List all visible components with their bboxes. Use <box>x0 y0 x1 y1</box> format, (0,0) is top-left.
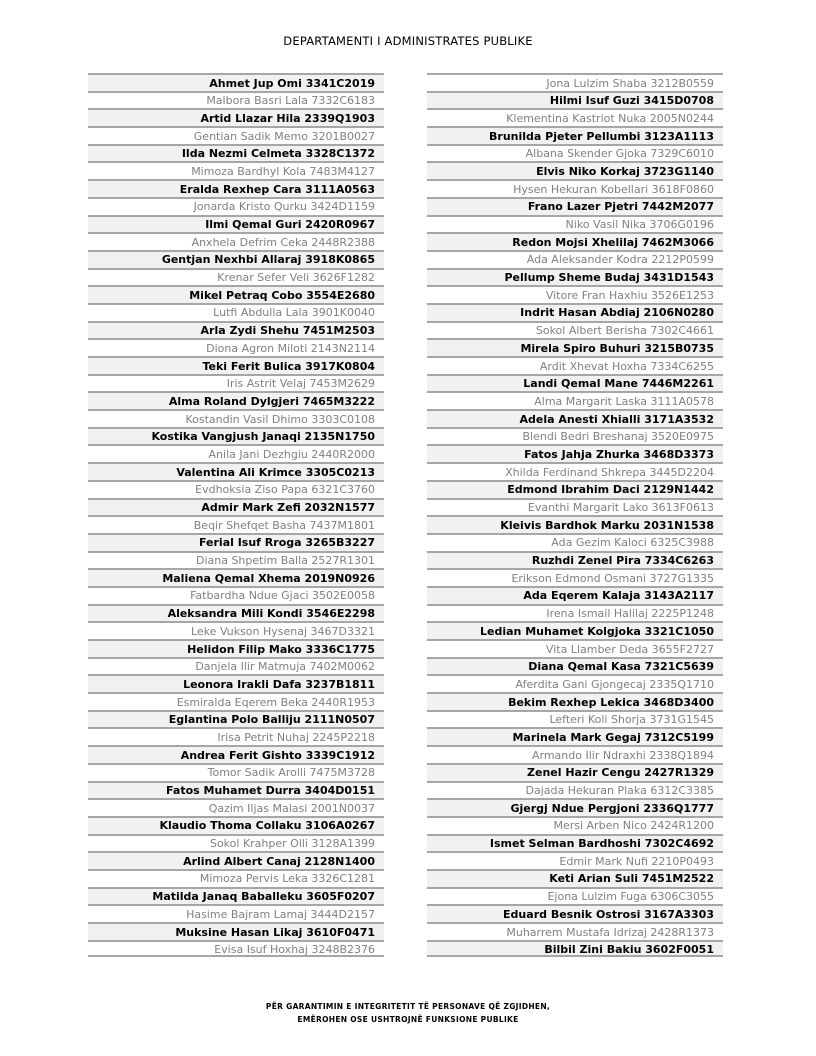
list-item: Erikson Edmond Osmani 3727G1335 <box>427 568 723 586</box>
list-item: Arla Zydi Shehu 7451M2503 <box>88 321 384 339</box>
footer-note <box>0 1000 816 1026</box>
list-item: Hasime Bajram Lamaj 3444D2157 <box>88 904 384 922</box>
list-item: Elvis Niko Korkaj 3723G1140 <box>427 161 723 179</box>
list-item: Brunilda Pjeter Pellumbi 3123A1113 <box>427 126 723 144</box>
list-item: Ilda Nezmi Celmeta 3328C1372 <box>88 144 384 162</box>
list-item: Ismet Selman Bardhoshi 7302C4692 <box>427 834 723 852</box>
list-item: Ledian Muhamet Kolgjoka 3321C1050 <box>427 621 723 639</box>
list-item: Marinela Mark Gegaj 7312C5199 <box>427 727 723 745</box>
list-item: Evanthi Margarit Lako 3613F0613 <box>427 498 723 516</box>
list-item: Danjela Ilir Matmuja 7402M0062 <box>88 657 384 675</box>
list-item: Muharrem Mustafa Idrizaj 2428R1373 <box>427 922 723 940</box>
list-item: Ada Aleksander Kodra 2212P0599 <box>427 250 723 268</box>
list-item: Diona Agron Miloti 2143N2114 <box>88 338 384 356</box>
list-item: Ruzhdi Zenel Pira 7334C6263 <box>427 551 723 569</box>
list-item: Mimoza Bardhyl Kola 7483M4127 <box>88 161 384 179</box>
list-item: Irisa Petrit Nuhaj 2245P2218 <box>88 727 384 745</box>
list-item: Kleivis Bardhok Marku 2031N1538 <box>427 515 723 533</box>
list-item: Teki Ferit Bulica 3917K0804 <box>88 356 384 374</box>
list-item: Valentina Ali Krimce 3305C0213 <box>88 462 384 480</box>
list-item: Mirela Spiro Buhuri 3215B0735 <box>427 338 723 356</box>
list-item: Arlind Albert Canaj 2128N1400 <box>88 851 384 869</box>
list-item: Alma Margarit Laska 3111A0578 <box>427 391 723 409</box>
list-item: Mersi Arben Nico 2424R1200 <box>427 816 723 834</box>
list-item: Anila Jani Dezhgiu 2440R2000 <box>88 444 384 462</box>
list-item: Vita Llamber Deda 3655F2727 <box>427 639 723 657</box>
list-item: Ada Gezim Kaloci 6325C3988 <box>427 533 723 551</box>
list-item: Matilda Janaq Baballeku 3605F0207 <box>88 887 384 905</box>
list-item: Leonora Irakli Dafa 3237B1811 <box>88 674 384 692</box>
list-item: Tomor Sadik Arolli 7475M3728 <box>88 763 384 781</box>
list-item: Ferial Isuf Rroga 3265B3227 <box>88 533 384 551</box>
list-item: Diana Qemal Kasa 7321C5639 <box>427 657 723 675</box>
list-item: Niko Vasil Nika 3706G0196 <box>427 215 723 233</box>
list-item: Klementina Kastriot Nuka 2005N0244 <box>427 108 723 126</box>
footer-line-2: EMËROHEN OSE USHTROJNË FUNKSIONE PUBLIKE <box>297 1015 519 1024</box>
list-item: Redon Mojsi Xhelilaj 7462M3066 <box>427 232 723 250</box>
list-item: Vitore Fran Haxhiu 3526E1253 <box>427 285 723 303</box>
list-item: Artid Llazar Hila 2339Q1903 <box>88 108 384 126</box>
list-item: Hilmi Isuf Guzi 3415D0708 <box>427 91 723 109</box>
list-item: Armando Ilir Ndraxhi 2338Q1894 <box>427 745 723 763</box>
list-item: Gentjan Nexhbi Allaraj 3918K0865 <box>88 250 384 268</box>
list-item: Jona Lulzim Shaba 3212B0559 <box>427 73 723 91</box>
list-item: Eglantina Polo Balliju 2111N0507 <box>88 710 384 728</box>
roster-column-left <box>88 73 384 957</box>
list-item: Fatos Muhamet Durra 3404D0151 <box>88 781 384 799</box>
list-item: Kostika Vangjush Janaqi 2135N1750 <box>88 427 384 445</box>
list-item: Esmiralda Eqerem Beka 2440R1953 <box>88 692 384 710</box>
list-item: Edmir Mark Nufi 2210P0493 <box>427 851 723 869</box>
list-item: Albana Skender Gjoka 7329C6010 <box>427 144 723 162</box>
list-item: Bilbil Zini Bakiu 3602F0051 <box>427 940 723 958</box>
list-item: Maliena Qemal Xhema 2019N0926 <box>88 568 384 586</box>
list-item: Pellump Sheme Budaj 3431D1543 <box>427 268 723 286</box>
list-item: Aferdita Gani Gjongecaj 2335Q1710 <box>427 674 723 692</box>
list-item: Beqir Shefqet Basha 7437M1801 <box>88 515 384 533</box>
list-item: Evisa Isuf Hoxhaj 3248B2376 <box>88 940 384 958</box>
list-item: Gjergj Ndue Pergjoni 2336Q1777 <box>427 798 723 816</box>
list-item: Ada Eqerem Kalaja 3143A2117 <box>427 586 723 604</box>
list-item: Dajada Hekuran Plaka 6312C3385 <box>427 781 723 799</box>
list-item: Xhilda Ferdinand Shkrepa 3445D2204 <box>427 462 723 480</box>
list-item: Eralda Rexhep Cara 3111A0563 <box>88 179 384 197</box>
list-item: Hysen Hekuran Kobellari 3618F0860 <box>427 179 723 197</box>
list-item: Klaudio Thoma Collaku 3106A0267 <box>88 816 384 834</box>
list-item: Gentian Sadik Memo 3201B0027 <box>88 126 384 144</box>
list-item: Admir Mark Zefi 2032N1577 <box>88 498 384 516</box>
list-item: Fatos Jahja Zhurka 3468D3373 <box>427 444 723 462</box>
list-item: Blendi Bedri Breshanaj 3520E0975 <box>427 427 723 445</box>
list-item: Bekim Rexhep Lekica 3468D3400 <box>427 692 723 710</box>
roster-column-right <box>427 73 723 957</box>
list-item: Edmond Ibrahim Daci 2129N1442 <box>427 480 723 498</box>
list-item: Mimoza Pervis Leka 3326C1281 <box>88 869 384 887</box>
list-item: Lutfi Abdulla Lala 3901K0040 <box>88 303 384 321</box>
list-item: Frano Lazer Pjetri 7442M2077 <box>427 197 723 215</box>
list-item: Ahmet Jup Omi 3341C2019 <box>88 73 384 91</box>
list-item: Jonarda Kristo Qurku 3424D1159 <box>88 197 384 215</box>
list-item: Adela Anesti Xhialli 3171A3532 <box>427 409 723 427</box>
list-item: Diana Shpetim Balla 2527R1301 <box>88 551 384 569</box>
list-item: Zenel Hazir Cengu 2427R1329 <box>427 763 723 781</box>
list-item: Ardit Xhevat Hoxha 7334C6255 <box>427 356 723 374</box>
list-item: Helidon Filip Mako 3336C1775 <box>88 639 384 657</box>
list-item: Lefteri Koli Shorja 3731G1545 <box>427 710 723 728</box>
list-item: Qazim Iljas Malasi 2001N0037 <box>88 798 384 816</box>
list-item: Kostandin Vasil Dhimo 3303C0108 <box>88 409 384 427</box>
list-item: Muksine Hasan Likaj 3610F0471 <box>88 922 384 940</box>
list-item: Mikel Petraq Cobo 3554E2680 <box>88 285 384 303</box>
roster-table <box>88 73 723 957</box>
list-item: Anxhela Defrim Ceka 2448R2388 <box>88 232 384 250</box>
list-item: Fatbardha Ndue Gjaci 3502E0058 <box>88 586 384 604</box>
list-item: Leke Vukson Hysenaj 3467D3321 <box>88 621 384 639</box>
list-item: Irena Ismail Halilaj 2225P1248 <box>427 604 723 622</box>
list-item: Evdhoksia Ziso Papa 6321C3760 <box>88 480 384 498</box>
list-item: Iris Astrit Velaj 7453M2629 <box>88 374 384 392</box>
footer-line-1: PËR GARANTIMIN E INTEGRITETIT TË PERSONAVE QË ZGJIDHEN, <box>265 1002 551 1011</box>
page-title: DEPARTAMENTI I ADMINISTRATES PUBLIKE <box>283 34 533 48</box>
list-item: Alma Roland Dylgjeri 7465M3222 <box>88 391 384 409</box>
list-item: Aleksandra Mili Kondi 3546E2298 <box>88 604 384 622</box>
list-item: Ilmi Qemal Guri 2420R0967 <box>88 215 384 233</box>
list-item: Indrit Hasan Abdiaj 2106N0280 <box>427 303 723 321</box>
list-item: Ejona Lulzim Fuga 6306C3055 <box>427 887 723 905</box>
list-item: Sokol Albert Berisha 7302C4661 <box>427 321 723 339</box>
list-item: Landi Qemal Mane 7446M2261 <box>427 374 723 392</box>
list-item: Malbora Basri Lala 7332C6183 <box>88 91 384 109</box>
list-item: Sokol Krahper Olli 3128A1399 <box>88 834 384 852</box>
list-item: Eduard Besnik Ostrosi 3167A3303 <box>427 904 723 922</box>
list-item: Krenar Sefer Veli 3626F1282 <box>88 268 384 286</box>
list-item: Andrea Ferit Gishto 3339C1912 <box>88 745 384 763</box>
list-item: Keti Arian Suli 7451M2522 <box>427 869 723 887</box>
